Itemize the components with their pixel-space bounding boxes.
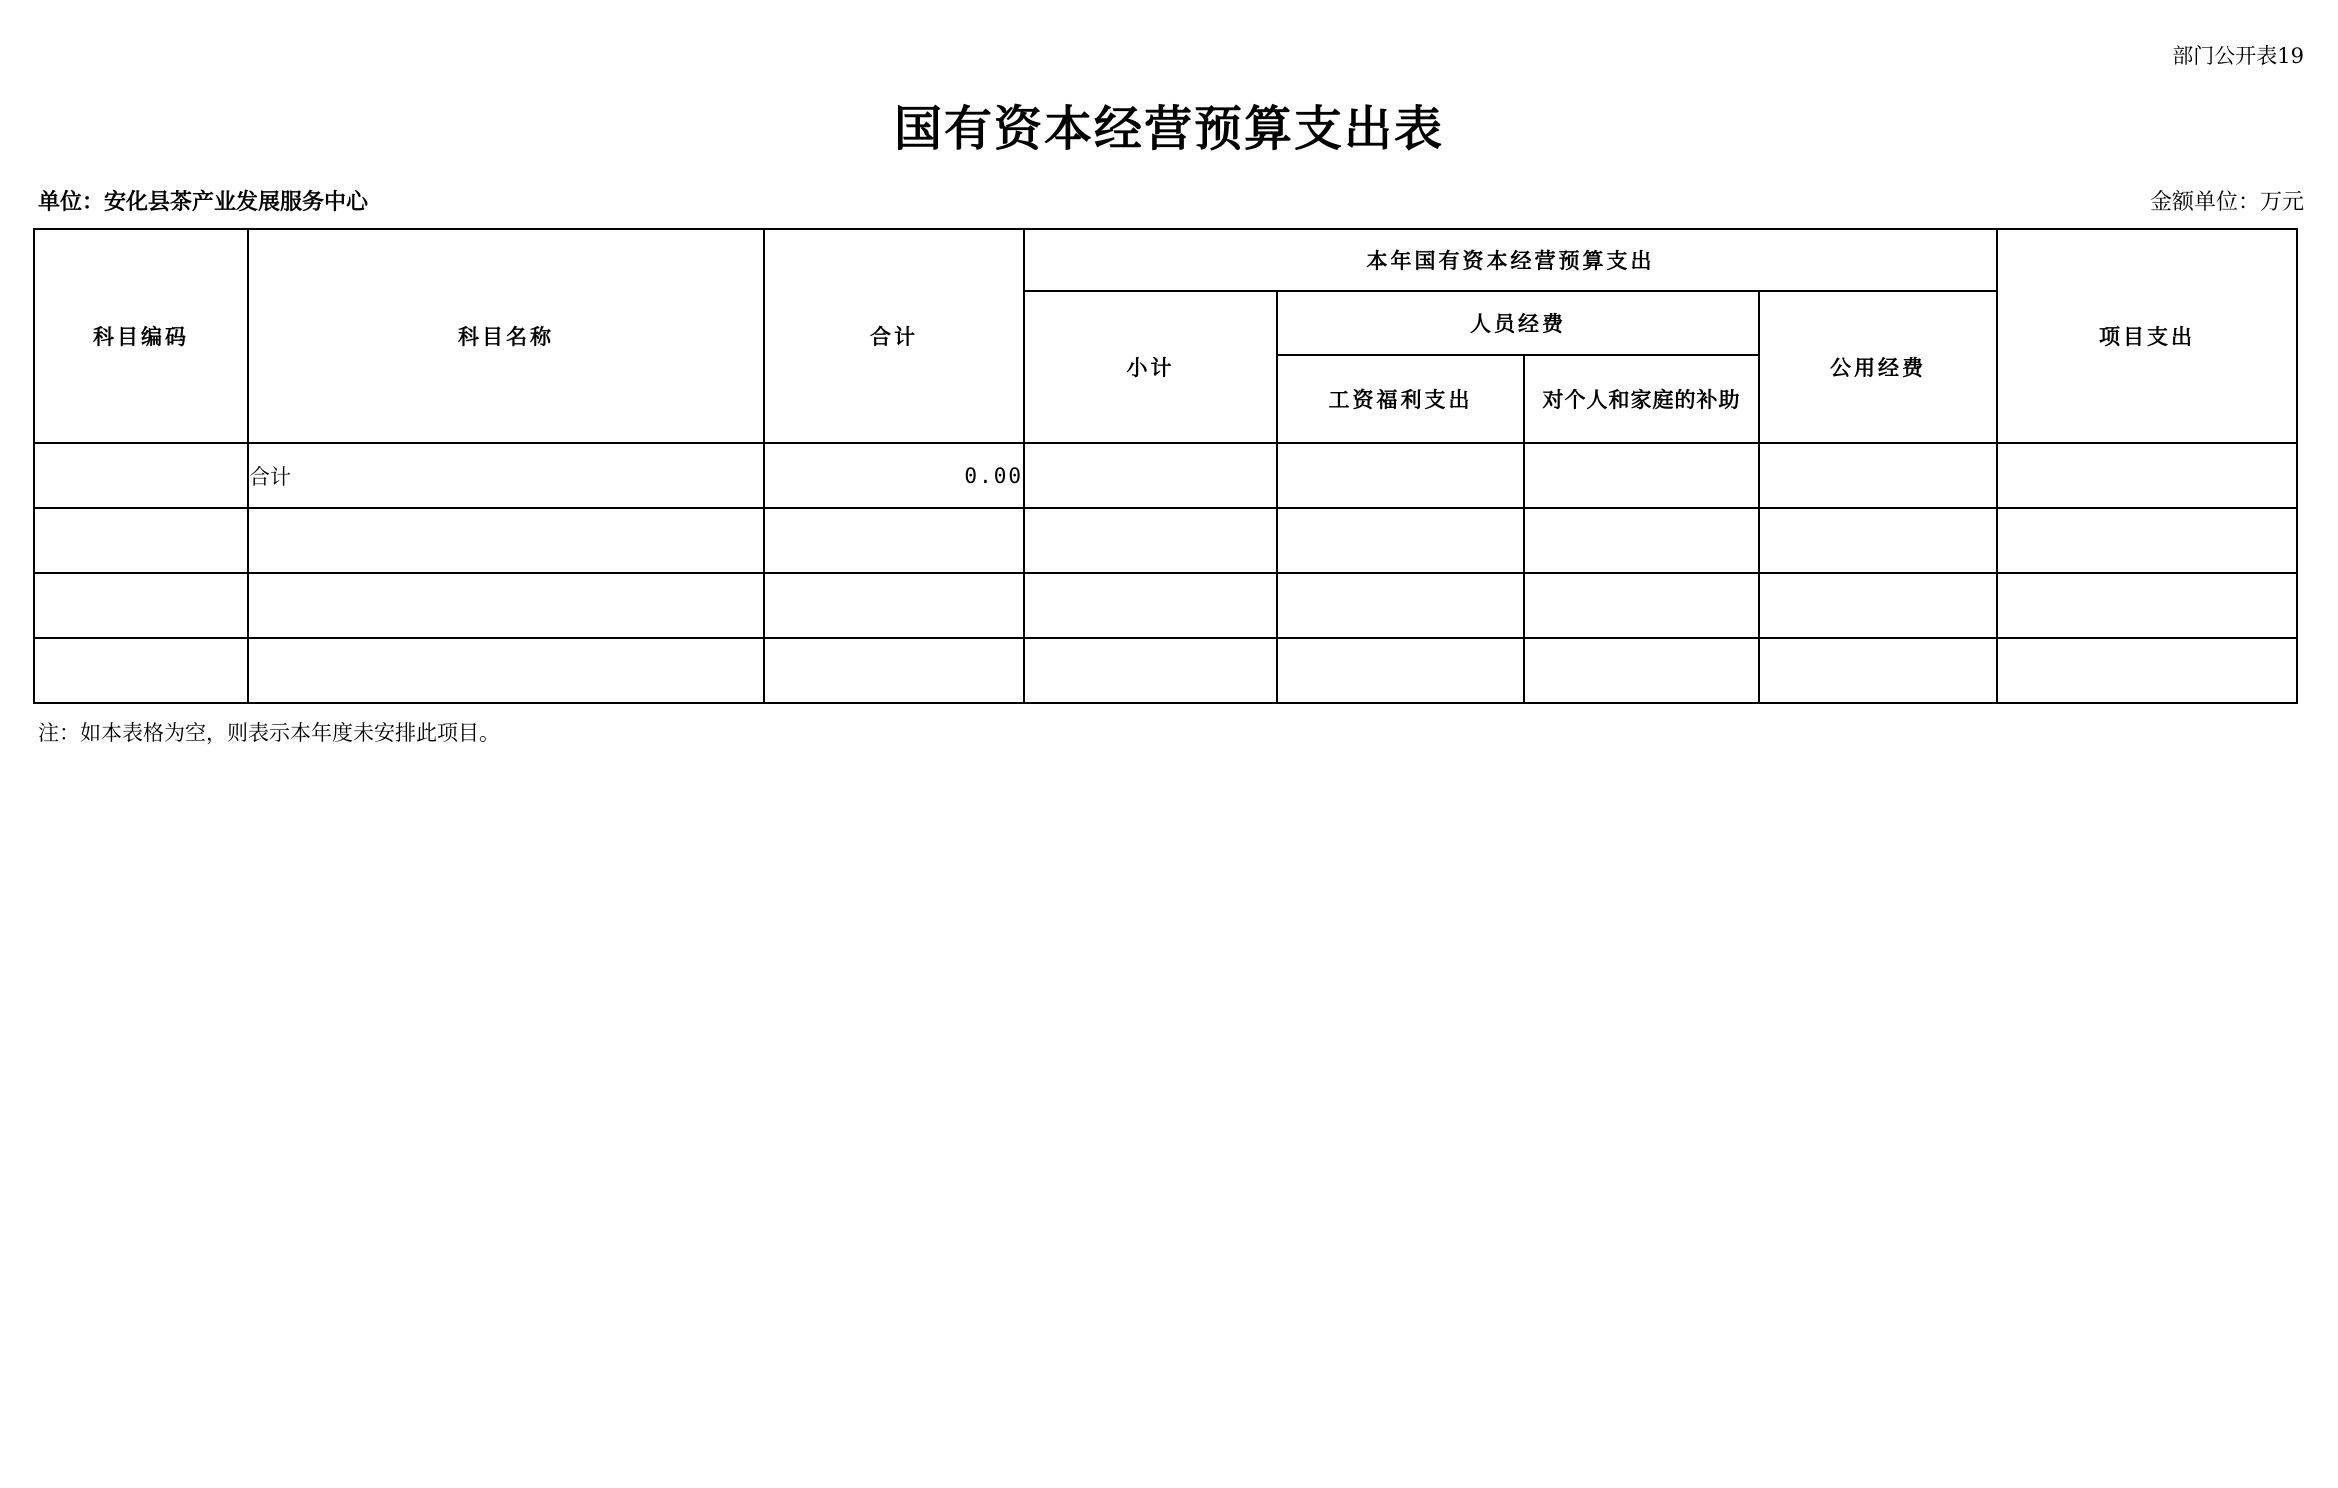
cell-name — [248, 638, 764, 703]
cell-name: 合计 — [248, 443, 764, 508]
cell-name — [248, 573, 764, 638]
cell-code — [34, 443, 248, 508]
cell-total — [764, 573, 1024, 638]
cell-wages — [1277, 573, 1524, 638]
budget-table — [33, 228, 2298, 704]
cell-subtotal — [1024, 443, 1277, 508]
header-subsidies: 对个人和家庭的补助 — [1524, 355, 1759, 443]
cell-wages — [1277, 638, 1524, 703]
cell-total — [764, 638, 1024, 703]
cell-subsidies — [1524, 573, 1759, 638]
cell-subsidies — [1524, 638, 1759, 703]
header-personnel-group: 人员经费 — [1277, 291, 1759, 355]
header-name: 科目名称 — [248, 229, 764, 443]
cell-subtotal — [1024, 508, 1277, 573]
cell-public — [1759, 573, 1997, 638]
table-row — [34, 443, 2297, 508]
cell-code — [34, 508, 248, 573]
table-row — [34, 573, 2297, 638]
cell-subtotal — [1024, 638, 1277, 703]
cell-subtotal — [1024, 573, 1277, 638]
cell-total — [764, 508, 1024, 573]
header-subtotal: 小计 — [1024, 291, 1277, 443]
amount-unit: 金额单位：万元 — [2149, 190, 2304, 215]
cell-total: 0.00 — [764, 443, 1024, 508]
page-title: 国有资本经营预算支出表 — [893, 101, 1444, 157]
header-project: 项目支出 — [1997, 229, 2297, 443]
cell-wages — [1277, 508, 1524, 573]
form-number: 部门公开表19 — [2172, 44, 2304, 68]
cell-project — [1997, 573, 2297, 638]
header-wages: 工资福利支出 — [1277, 355, 1524, 443]
cell-project — [1997, 638, 2297, 703]
header-code: 科目编码 — [34, 229, 248, 443]
header-total: 合计 — [764, 229, 1024, 443]
cell-code — [34, 638, 248, 703]
cell-code — [34, 573, 248, 638]
unit-label: 单位：安化县茶产业发展服务中心 — [38, 190, 369, 215]
header-public: 公用经费 — [1759, 291, 1997, 443]
cell-subsidies — [1524, 443, 1759, 508]
table-row — [34, 638, 2297, 703]
cell-public — [1759, 508, 1997, 573]
cell-subsidies — [1524, 508, 1759, 573]
footnote: 注：如本表格为空，则表示本年度未安排此项目。 — [38, 721, 500, 745]
cell-public — [1759, 443, 1997, 508]
cell-project — [1997, 508, 2297, 573]
cell-wages — [1277, 443, 1524, 508]
cell-public — [1759, 638, 1997, 703]
header-current-year-group: 本年国有资本经营预算支出 — [1024, 229, 1997, 291]
cell-name — [248, 508, 764, 573]
table-row — [34, 508, 2297, 573]
cell-project — [1997, 443, 2297, 508]
